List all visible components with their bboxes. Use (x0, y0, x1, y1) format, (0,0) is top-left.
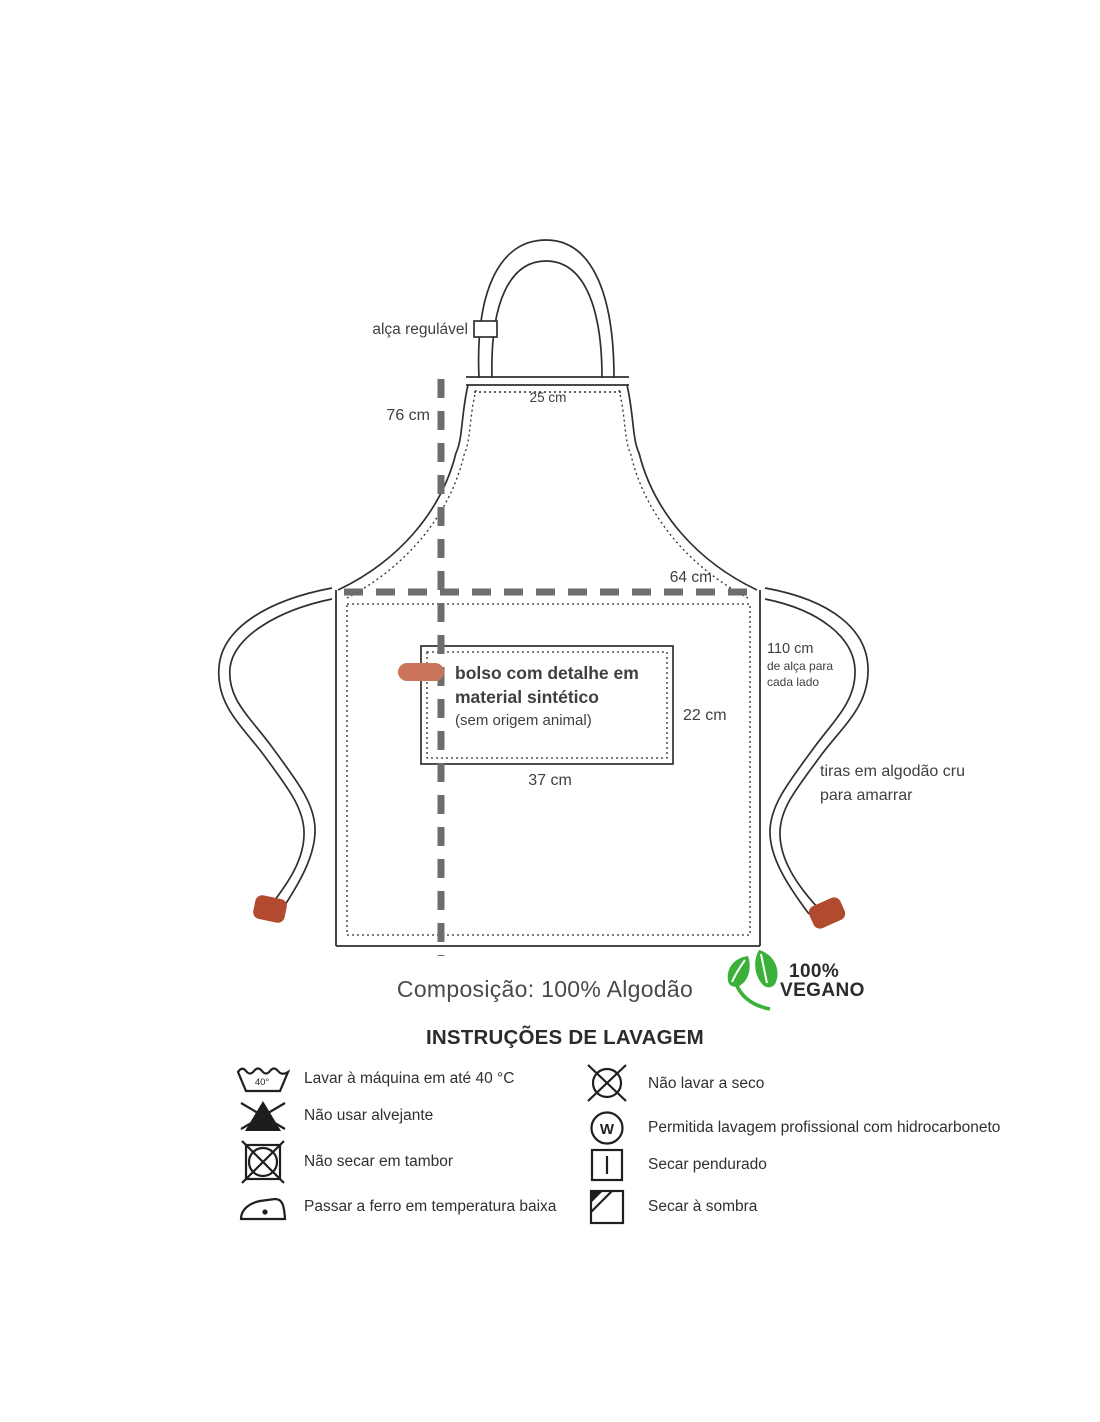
dim-top-width: 25 cm (529, 390, 567, 405)
care-item-no-dry-clean (584, 1064, 764, 1104)
left-waist-tie (219, 588, 332, 911)
care-label: Secar pendurado (648, 1156, 767, 1173)
pocket-label-line1: bolso com detalhe em (455, 663, 639, 683)
care-label: Passar a ferro em temperatura baixa (304, 1198, 557, 1215)
dim-pocket-width: 37 cm (528, 772, 572, 789)
professional-wet-clean-icon (584, 1110, 630, 1146)
vegan-leaves-icon (722, 946, 784, 1016)
dim-bib-height: 76 cm (386, 407, 430, 424)
care-item-iron-low (236, 1192, 556, 1222)
machine-wash-40-icon (236, 1065, 290, 1093)
hang-dry-icon (584, 1148, 630, 1182)
pocket-detail-marker (398, 663, 444, 681)
ties-label-line2: para amarrar (820, 787, 913, 804)
pocket (421, 646, 673, 764)
care-label: Secar à sombra (648, 1198, 758, 1215)
care-label: Não secar em tambor (304, 1153, 454, 1170)
no-tumble-dry-icon (236, 1140, 290, 1184)
bib-top-edge (466, 377, 629, 385)
care-label: Permitida lavagem profissional com hidrocarboneto (648, 1119, 1001, 1136)
dim-pocket-height: 22 cm (683, 707, 727, 724)
ties-label-line1: tiras em algodão cru (820, 763, 965, 780)
care-label: Lavar à máquina em até 40 °C (304, 1070, 515, 1087)
no-bleach-icon (236, 1098, 290, 1134)
dim-tie-length-line2: de alça para (767, 659, 834, 673)
vegan-badge-text (780, 962, 865, 1000)
neck-strap (479, 240, 614, 378)
no-dry-clean-icon (584, 1064, 630, 1104)
apron-body-outline (336, 590, 760, 946)
pocket-label-line2: material sintético (455, 687, 599, 707)
vegan-badge (722, 944, 882, 1018)
left-tie-tip (252, 894, 288, 924)
care-item-machine-wash (236, 1064, 514, 1094)
dim-tie-length-line1: 110 cm (767, 641, 814, 657)
care-label: Não lavar a seco (648, 1075, 765, 1092)
apron-body-stitching (347, 604, 750, 935)
vegan-badge-line2: VEGANO (780, 980, 865, 1001)
right-tie-tip (807, 895, 848, 931)
wash-temp-label: 40° (254, 1077, 270, 1088)
care-label: Não usar alvejante (304, 1107, 434, 1124)
strap-label: alça regulável (372, 321, 468, 338)
care-item-hang-dry (584, 1148, 767, 1182)
iron-low-icon (236, 1192, 290, 1222)
wet-clean-letter: W (599, 1121, 615, 1138)
pocket-label-line3: (sem origem animal) (455, 712, 592, 729)
care-instructions-title: INSTRUÇÕES DE LAVAGEM (426, 1026, 704, 1049)
vegan-badge-line1: 100% (789, 961, 840, 982)
dim-waist-width: 64 cm (669, 569, 712, 586)
right-waist-tie (765, 588, 868, 914)
shade-dry-icon (584, 1188, 630, 1226)
care-item-no-tumble-dry (236, 1140, 453, 1184)
care-item-no-bleach (236, 1097, 433, 1135)
care-item-shade-dry (584, 1188, 757, 1226)
composition-text: Composição: 100% Algodão (396, 976, 694, 1002)
care-item-professional-clean (584, 1110, 1000, 1146)
dim-tie-length-line3: cada lado (767, 675, 820, 689)
strap-buckle (474, 321, 497, 337)
